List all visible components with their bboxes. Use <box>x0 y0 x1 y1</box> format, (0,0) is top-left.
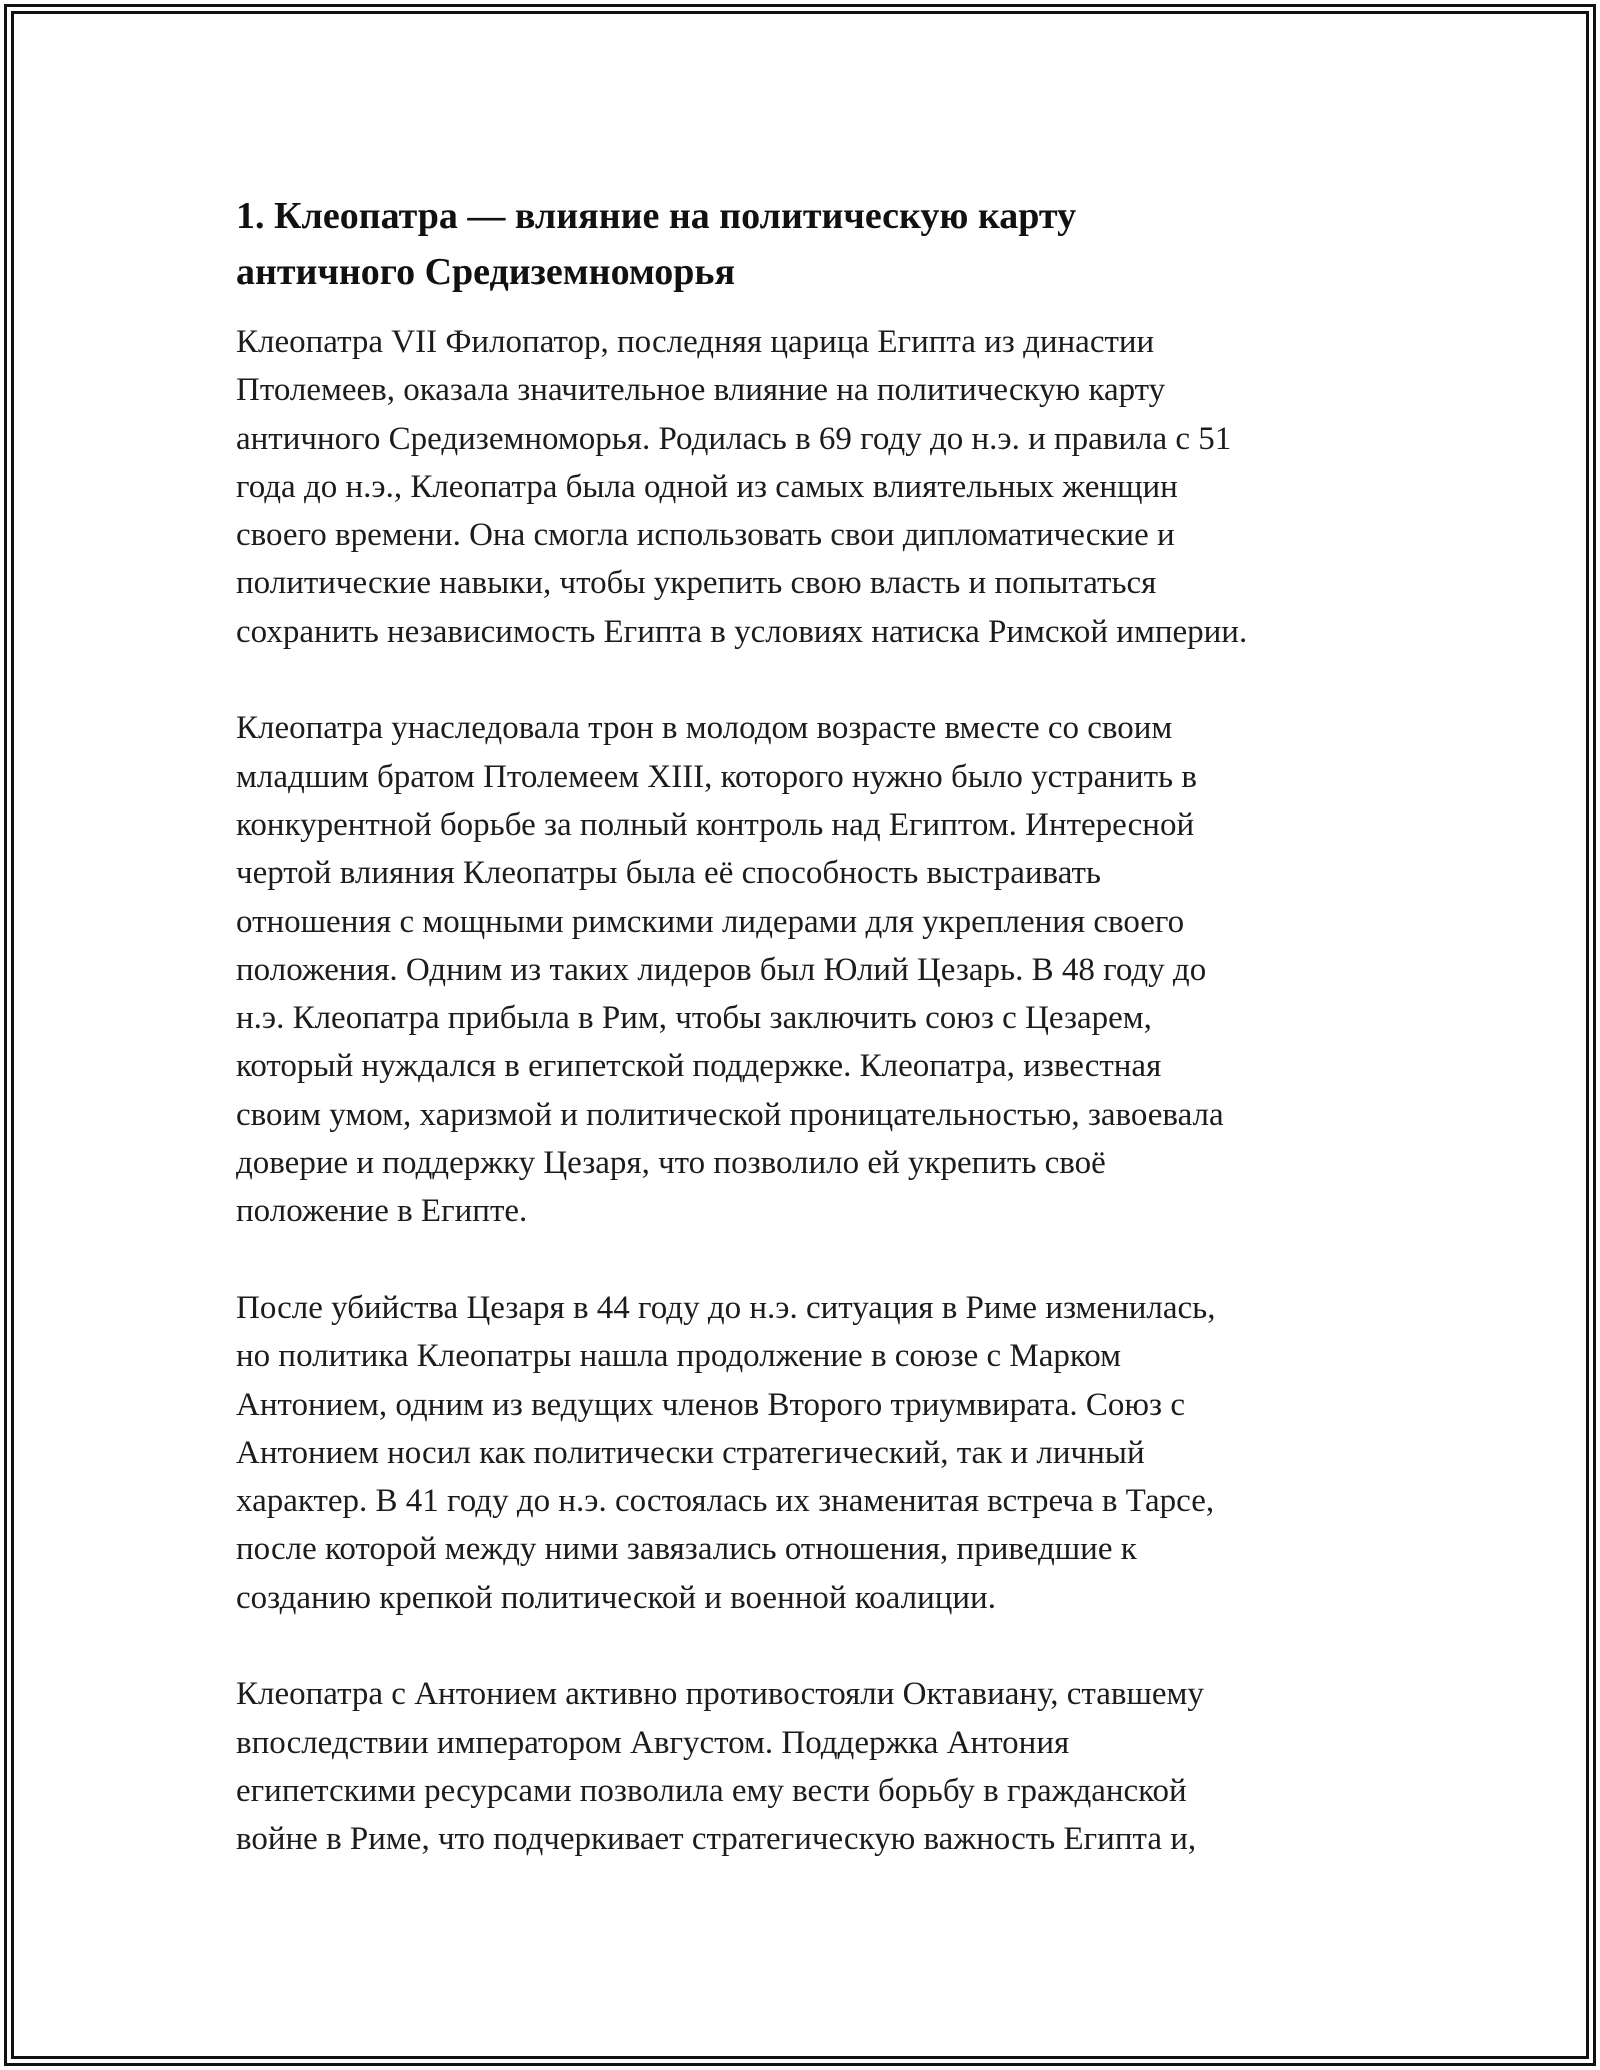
paragraph-line: своего времени. Она смогла использовать свои дипломатические и <box>236 517 1175 554</box>
paragraph <box>236 1284 1376 1622</box>
paragraph-line: войне в Риме, что подчеркивает стратегическую важность Египта и, <box>236 1821 1197 1858</box>
paragraph-line: характер. В 41 году до н.э. состоялась их знаменитая встреча в Тарсе, <box>236 1483 1215 1520</box>
paragraph-line: чертой влияния Клеопатры была её способность выстраивать <box>236 855 1101 892</box>
heading-line: античного Средиземноморья <box>236 251 736 293</box>
paragraph-line: но политика Клеопатры нашла продолжение в союзе с Марком <box>236 1338 1122 1375</box>
paragraph-line: конкурентной борьбе за полный контроль над Египтом. Интересной <box>236 806 1195 843</box>
paragraph-line: года до н.э., Клеопатра была одной из самых влиятельных женщин <box>236 468 1178 505</box>
section-heading <box>236 188 1376 300</box>
paragraph-line: после которой между ними завязались отношения, приведшие к <box>236 1531 1137 1568</box>
paragraph <box>236 318 1376 656</box>
paragraph-line: Антонием носил как политически стратегический, так и личный <box>236 1434 1145 1471</box>
paragraph-line: впоследствии императором Августом. Поддержка Антония <box>236 1724 1070 1761</box>
paragraph-line: младшим братом Птолемеем XIII, которого нужно было устранить в <box>236 758 1197 795</box>
paragraph-line: н.э. Клеопатра прибыла в Рим, чтобы заключить союз с Цезарем, <box>236 1000 1152 1037</box>
paragraph <box>236 704 1376 1235</box>
paragraph-line: Антонием, одним из ведущих членов Второго триумвирата. Союз с <box>236 1386 1185 1423</box>
paragraph-line: египетскими ресурсами позволила ему вести борьбу в гражданской <box>236 1772 1187 1809</box>
paragraph-line: Птолемеев, оказала значительное влияние на политическую карту <box>236 372 1166 409</box>
paragraph-line: Клеопатра VII Филопатор, последняя царица Египта из династии <box>236 324 1155 360</box>
paragraph-line: политические навыки, чтобы укрепить свою власть и попытаться <box>236 565 1157 602</box>
paragraph-line: отношения с мощными римскими лидерами для укрепления своего <box>236 903 1185 940</box>
paragraph-line: Клеопатра унаследовала трон в молодом возрасте вместе со своим <box>236 710 1173 747</box>
paragraph-line: положение в Египте. <box>236 1193 528 1230</box>
paragraph-line: который нуждался в египетской поддержке. Клеопатра, известная <box>236 1048 1162 1085</box>
paragraph-line: своим умом, харизмой и политической проницательностью, завоевала <box>236 1096 1224 1133</box>
paragraph-line: сохранить независимость Египта в условиях натиска Римской империи. <box>236 613 1248 650</box>
paragraph-line: Клеопатра с Антонием активно противостояли Октавиану, ставшему <box>236 1676 1204 1713</box>
paragraph-line: созданию крепкой политической и военной коалиции. <box>236 1579 996 1616</box>
document-body <box>236 188 1376 1864</box>
paragraph <box>236 1670 1376 1863</box>
paragraph-line: положения. Одним из таких лидеров был Юлий Цезарь. В 48 году до <box>236 951 1207 988</box>
paragraph-line: После убийства Цезаря в 44 году до н.э. ситуация в Риме изменилась, <box>236 1289 1216 1326</box>
paragraph-line: доверие и поддержку Цезаря, что позволило ей укрепить своё <box>236 1145 1106 1182</box>
heading-line: 1. Клеопатра — влияние на политическую карту <box>236 195 1077 237</box>
paragraph-line: античного Средиземноморья. Родилась в 69 году до н.э. и правила с 51 <box>236 420 1232 457</box>
paragraphs-container <box>236 318 1376 1864</box>
